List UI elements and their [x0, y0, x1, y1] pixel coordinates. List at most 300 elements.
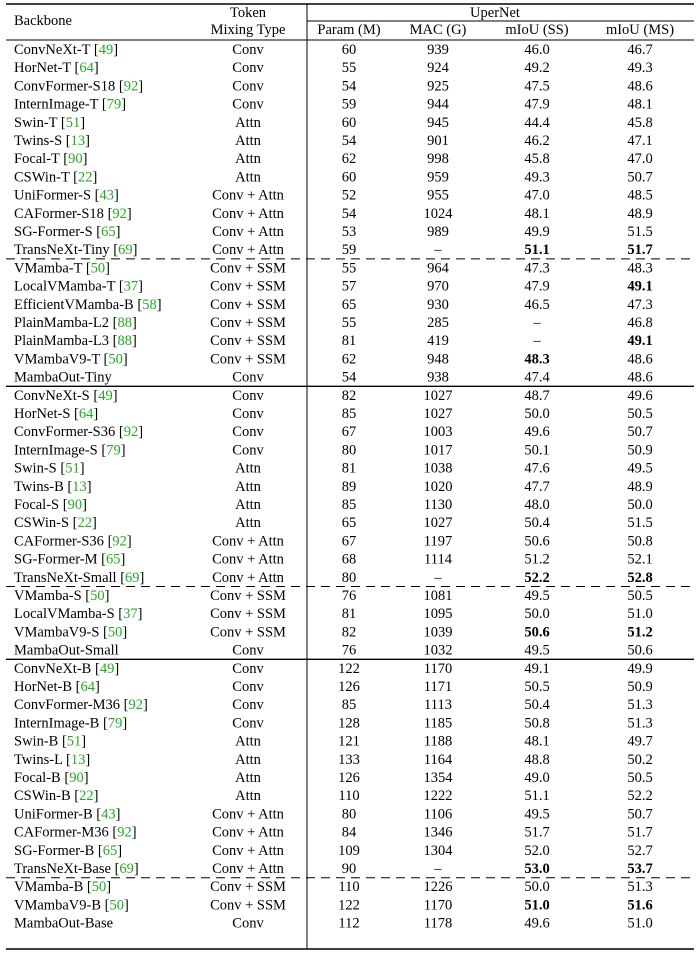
- param-cell: 62: [341, 351, 357, 368]
- model-name: ConvFormer-M36: [14, 697, 121, 714]
- backbone-name: [14, 169, 97, 185]
- citation-link[interactable]: 50: [90, 260, 106, 277]
- token-mixing-type: Conv + SSM: [210, 315, 286, 331]
- miou-ss-cell: 49.1: [524, 660, 550, 677]
- cite-bracket: ]: [120, 442, 126, 459]
- mac-cell: 1226: [423, 879, 453, 896]
- citation-link[interactable]: 13: [70, 751, 86, 768]
- backbone-name: [14, 188, 119, 204]
- cite-bracket: ]: [93, 60, 99, 77]
- param-cell: 62: [341, 151, 357, 168]
- citation-link[interactable]: 64: [79, 60, 94, 77]
- citation-link[interactable]: 37: [123, 278, 139, 295]
- cite-bracket: ]: [138, 78, 144, 95]
- cite-bracket: ]: [122, 624, 128, 641]
- citation-link[interactable]: 51: [66, 733, 82, 750]
- backbone-name: [14, 497, 87, 513]
- cite-bracket: [: [82, 260, 91, 277]
- miou-ms-cell: 45.8: [627, 114, 653, 131]
- miou-ss-cell: 46.2: [524, 133, 550, 149]
- miou-ms-cell: 46.7: [627, 42, 653, 58]
- cite-bracket: [: [116, 569, 126, 586]
- mac-cell: –: [434, 861, 442, 877]
- citation-link[interactable]: 92: [112, 533, 127, 550]
- citation-link[interactable]: 79: [107, 715, 123, 732]
- token-mixing-type: Conv + SSM: [210, 351, 286, 368]
- param-cell: 54: [341, 205, 357, 222]
- miou-ms-cell: 47.0: [627, 151, 653, 168]
- citation-link[interactable]: 92: [123, 78, 139, 95]
- citation-link[interactable]: 50: [107, 624, 123, 641]
- citation-link[interactable]: 65: [101, 224, 116, 240]
- header-mac: MAC (G): [409, 22, 467, 38]
- miou-ss-cell: 52.0: [524, 842, 550, 859]
- miou-ms-cell: 47.1: [627, 133, 653, 149]
- param-cell: 65: [341, 296, 357, 313]
- mac-cell: 1304: [423, 842, 453, 859]
- param-cell: 81: [341, 606, 357, 623]
- backbone-name: [14, 206, 132, 222]
- model-name: TransNeXt-Tiny: [14, 242, 110, 259]
- cite-bracket: [: [70, 406, 79, 422]
- param-cell: 57: [341, 278, 357, 295]
- mac-cell: 1222: [423, 788, 453, 805]
- citation-link[interactable]: 90: [69, 770, 84, 786]
- mac-cell: 924: [427, 60, 449, 77]
- token-mixing-type: Conv: [232, 697, 264, 714]
- param-cell: 109: [338, 842, 360, 859]
- miou-ms-cell: 50.7: [627, 806, 653, 823]
- model-name: MambaOut-Base: [14, 915, 114, 932]
- miou-ms-cell: 48.1: [627, 96, 653, 113]
- citation-link[interactable]: 88: [117, 333, 133, 350]
- table-row: [14, 515, 653, 531]
- cite-bracket: [: [70, 788, 80, 805]
- mac-cell: 419: [427, 333, 449, 350]
- param-cell: 60: [341, 42, 357, 58]
- citation-link[interactable]: 92: [128, 697, 144, 714]
- table-row: [14, 297, 653, 313]
- backbone-name: [14, 806, 120, 822]
- miou-ms-cell: 50.6: [627, 642, 653, 659]
- cite-bracket: [: [59, 497, 68, 513]
- cite-bracket: [: [108, 824, 118, 841]
- miou-ss-cell: 47.7: [524, 478, 550, 495]
- table-row: [14, 806, 653, 822]
- citation-link[interactable]: 49: [98, 42, 114, 58]
- citation-link[interactable]: 58: [142, 296, 157, 313]
- backbone-name: [14, 715, 127, 731]
- backbone-name: [14, 133, 90, 149]
- citation-link[interactable]: 92: [117, 824, 132, 841]
- cite-bracket: ]: [104, 588, 110, 604]
- mac-cell: 1171: [423, 679, 453, 695]
- table-row: [14, 916, 653, 932]
- cite-bracket: [: [103, 533, 113, 550]
- citation-link[interactable]: 88: [117, 315, 133, 331]
- param-cell: 133: [338, 751, 360, 768]
- token-mixing-type: Conv: [232, 387, 264, 404]
- table-row: [14, 861, 653, 877]
- mac-cell: 948: [427, 351, 449, 368]
- cite-bracket: ]: [92, 169, 98, 186]
- mac-cell: 925: [427, 78, 449, 95]
- param-cell: 60: [341, 114, 357, 131]
- cite-bracket: [: [120, 697, 129, 714]
- miou-ss-cell: 49.5: [524, 806, 550, 823]
- miou-ms-cell: 53.7: [627, 861, 653, 877]
- citation-link[interactable]: 90: [68, 151, 83, 168]
- table-row: [14, 643, 653, 659]
- table-row: [14, 679, 653, 695]
- token-mixing-type: Attn: [235, 114, 261, 131]
- mac-cell: 1032: [423, 642, 453, 659]
- backbone-name: [14, 442, 126, 458]
- mac-cell: 955: [427, 187, 449, 204]
- table-row: [14, 825, 653, 841]
- miou-ss-cell: 48.0: [524, 497, 550, 513]
- backbone-name: [14, 115, 85, 131]
- cite-bracket: [: [83, 879, 92, 896]
- cite-bracket: ]: [91, 515, 97, 532]
- mac-cell: 1106: [423, 806, 453, 823]
- model-name: VMambaV9-S: [14, 624, 100, 641]
- miou-ms-cell: 48.9: [627, 205, 653, 222]
- model-name: HorNet-T: [14, 60, 71, 77]
- token-mixing-type: Conv: [232, 660, 264, 677]
- param-cell: 59: [341, 242, 357, 259]
- miou-ms-cell: 48.5: [627, 187, 653, 204]
- model-name: SG-Former-S: [14, 224, 93, 240]
- header-miou-ms: mIoU (MS): [605, 22, 675, 38]
- table-row: [14, 624, 653, 640]
- cite-bracket: [: [110, 861, 120, 877]
- citation-link[interactable]: 64: [78, 406, 94, 422]
- citation-link[interactable]: 37: [123, 606, 138, 623]
- model-name: ConvNeXt-S: [14, 387, 90, 404]
- token-mixing-type: Attn: [235, 478, 261, 495]
- cite-bracket: ]: [132, 333, 137, 350]
- table-row: [14, 97, 653, 113]
- backbone-name: [14, 697, 148, 713]
- citation-link[interactable]: 22: [77, 515, 92, 532]
- cite-bracket: ]: [82, 151, 88, 168]
- miou-ss-cell: 53.0: [524, 861, 550, 877]
- miou-ss-cell: 47.0: [524, 187, 550, 204]
- model-name: VMambaV9-T: [14, 351, 100, 368]
- citation-link[interactable]: 51: [65, 460, 80, 477]
- citation-link[interactable]: 92: [112, 205, 127, 222]
- miou-ss-cell: 48.3: [524, 351, 550, 368]
- citation-link[interactable]: 22: [78, 169, 93, 186]
- param-cell: 82: [341, 387, 357, 404]
- miou-ss-cell: 51.7: [524, 824, 550, 841]
- citation-link[interactable]: 50: [90, 588, 105, 604]
- model-name: VMamba-S: [14, 588, 82, 604]
- mac-cell: 1185: [423, 715, 453, 732]
- mac-cell: 901: [427, 133, 449, 149]
- token-mixing-type: Conv: [232, 424, 264, 441]
- mac-cell: 930: [427, 296, 449, 313]
- backbone-name: [14, 843, 122, 859]
- token-mixing-type: Conv + Attn: [212, 242, 284, 259]
- model-name: TransNeXt-Base: [14, 861, 111, 877]
- model-name: CAFormer-M36: [14, 824, 109, 841]
- param-cell: 122: [338, 897, 360, 914]
- citation-link[interactable]: 51: [65, 114, 81, 131]
- cite-bracket: ]: [94, 679, 100, 695]
- miou-ss-cell: 49.0: [524, 770, 550, 786]
- mac-cell: 1027: [423, 515, 453, 532]
- miou-ms-cell: 48.6: [627, 78, 653, 95]
- model-name: VMamba-T: [14, 260, 83, 277]
- model-name: Swin-T: [14, 114, 58, 131]
- backbone-name: [14, 515, 97, 531]
- model-name: LocalVMamba-T: [14, 278, 116, 295]
- backbone-name: [14, 825, 137, 841]
- cite-bracket: ]: [86, 478, 92, 495]
- mac-cell: 1346: [423, 824, 453, 841]
- backbone-name: [14, 570, 144, 586]
- cite-bracket: ]: [120, 551, 126, 568]
- param-cell: 128: [338, 715, 360, 732]
- miou-ss-cell: –: [533, 315, 541, 331]
- cite-bracket: [: [89, 387, 99, 404]
- token-mixing-type: Attn: [235, 151, 261, 168]
- miou-ss-cell: 50.6: [524, 624, 550, 641]
- citation-link[interactable]: 79: [106, 442, 121, 459]
- model-name: MambaOut-Small: [14, 642, 119, 659]
- model-name: Focal-T: [14, 151, 60, 168]
- cite-bracket: [: [91, 187, 100, 204]
- miou-ms-cell: 51.5: [627, 515, 653, 532]
- citation-link[interactable]: 43: [101, 806, 116, 823]
- cite-bracket: [: [99, 351, 109, 368]
- cite-bracket: ]: [114, 660, 120, 677]
- token-mixing-type: Conv: [232, 369, 264, 386]
- backbone-name: [14, 879, 111, 895]
- cite-bracket: ]: [126, 533, 132, 550]
- citation-link[interactable]: 65: [105, 551, 121, 568]
- model-name: TransNeXt-Small: [14, 569, 117, 586]
- miou-ms-cell: 49.5: [627, 460, 653, 477]
- miou-ss-cell: 47.9: [524, 96, 550, 113]
- param-cell: 85: [341, 497, 357, 513]
- cite-bracket: [: [69, 515, 78, 532]
- param-cell: 80: [341, 442, 357, 459]
- cite-bracket: [: [90, 42, 99, 58]
- backbone-name: [14, 788, 98, 804]
- cite-bracket: [: [133, 296, 143, 313]
- backbone-name: [14, 370, 112, 386]
- miou-ss-cell: 48.1: [524, 205, 550, 222]
- miou-ss-cell: 49.5: [524, 588, 550, 604]
- cite-bracket: [: [109, 333, 118, 350]
- citation-link[interactable]: 69: [125, 569, 140, 586]
- table-row: [14, 479, 653, 495]
- cite-bracket: [: [92, 806, 102, 823]
- citation-link[interactable]: 79: [106, 96, 122, 113]
- backbone-name: [14, 752, 90, 768]
- table-row: [14, 42, 653, 58]
- backbone-name: [14, 661, 119, 677]
- miou-ms-cell: 51.6: [627, 897, 653, 914]
- miou-ms-cell: 51.0: [627, 606, 653, 623]
- param-cell: 55: [341, 315, 357, 331]
- table-row: [14, 588, 653, 604]
- citation-link[interactable]: 69: [118, 242, 133, 259]
- citation-link[interactable]: 43: [99, 187, 115, 204]
- cite-bracket: ]: [93, 788, 99, 805]
- param-cell: 110: [338, 788, 360, 805]
- table-row: [14, 497, 653, 513]
- backbone-name: [14, 552, 125, 568]
- citation-link[interactable]: 50: [109, 897, 124, 914]
- param-cell: 76: [341, 588, 357, 604]
- cite-bracket: [: [114, 606, 124, 623]
- token-mixing-type: Conv + SSM: [210, 333, 286, 350]
- miou-ss-cell: 47.4: [524, 369, 550, 386]
- cite-bracket: [: [115, 78, 124, 95]
- citation-link[interactable]: 49: [98, 387, 113, 404]
- miou-ms-cell: 50.2: [627, 751, 653, 768]
- cite-bracket: [: [97, 551, 106, 568]
- token-mixing-type: Conv + SSM: [210, 278, 286, 295]
- table-row: [14, 169, 653, 185]
- citation-link[interactable]: 90: [67, 497, 83, 513]
- header-param: Param (M): [317, 22, 381, 38]
- mac-cell: 1027: [423, 406, 453, 422]
- cite-bracket: ]: [117, 842, 123, 859]
- table-row: [14, 115, 653, 131]
- param-cell: 85: [341, 697, 357, 714]
- table-row: [14, 461, 653, 477]
- table-row: [14, 442, 653, 458]
- citation-link[interactable]: 22: [79, 788, 94, 805]
- token-mixing-type: Conv: [232, 60, 264, 77]
- token-mixing-type: Attn: [235, 169, 261, 186]
- backbone-name: [14, 606, 142, 622]
- cite-bracket: ]: [83, 770, 89, 786]
- mac-cell: –: [434, 569, 442, 586]
- mac-cell: 938: [427, 369, 449, 386]
- token-mixing-type: Attn: [235, 515, 261, 532]
- table-row: [14, 788, 653, 804]
- miou-ss-cell: 51.2: [524, 551, 550, 568]
- cite-bracket: [: [115, 278, 124, 295]
- citation-link[interactable]: 50: [108, 351, 123, 368]
- mac-cell: 1113: [424, 697, 452, 714]
- backbone-name: [14, 42, 118, 58]
- model-name: Focal-S: [14, 497, 60, 513]
- citation-link[interactable]: 49: [99, 660, 115, 677]
- token-mixing-type: Conv + SSM: [210, 879, 286, 896]
- citation-link[interactable]: 65: [102, 842, 118, 859]
- miou-ms-cell: 49.3: [627, 60, 653, 77]
- miou-ms-cell: 50.5: [627, 770, 653, 786]
- mac-cell: 1114: [424, 551, 452, 568]
- token-mixing-type: Conv + Attn: [212, 551, 284, 568]
- table-row: [14, 752, 653, 768]
- token-mixing-type: Conv + Attn: [212, 861, 284, 877]
- model-name: PlainMamba-L2: [14, 315, 110, 331]
- mac-cell: 1197: [423, 533, 453, 550]
- model-name: SG-Former-B: [14, 842, 95, 859]
- mac-cell: 1027: [423, 387, 453, 404]
- mac-cell: 1188: [423, 733, 453, 750]
- param-cell: 54: [341, 133, 357, 149]
- citation-link[interactable]: 64: [80, 679, 95, 695]
- model-name: CSWin-B: [14, 788, 71, 805]
- citation-link[interactable]: 69: [119, 861, 134, 877]
- citation-link[interactable]: 13: [72, 478, 87, 495]
- backbone-name: [14, 679, 100, 695]
- table-row: [14, 351, 653, 367]
- miou-ss-cell: 50.6: [524, 533, 550, 550]
- table-row: [14, 734, 653, 750]
- backbone-name: [14, 315, 137, 331]
- backbone-name: [14, 60, 99, 76]
- model-name: CSWin-S: [14, 515, 70, 532]
- miou-ss-cell: 51.1: [524, 788, 550, 805]
- mac-cell: 1017: [423, 442, 453, 459]
- token-mixing-type: Conv: [232, 915, 264, 932]
- token-mixing-type: Conv + Attn: [212, 806, 284, 823]
- cite-bracket: ]: [123, 897, 129, 914]
- cite-bracket: [: [63, 478, 73, 495]
- miou-ms-cell: 50.8: [627, 533, 653, 550]
- token-mixing-type: Conv: [232, 406, 264, 422]
- model-name: LocalVMamba-S: [14, 606, 115, 623]
- miou-ms-cell: 48.6: [627, 369, 653, 386]
- miou-ms-cell: 48.3: [627, 260, 653, 277]
- cite-bracket: [: [62, 751, 71, 768]
- miou-ss-cell: 51.0: [524, 897, 550, 914]
- backbone-name: [14, 297, 162, 313]
- mac-cell: 1178: [423, 915, 453, 932]
- model-name: InternImage-S: [14, 442, 98, 459]
- mac-cell: 944: [427, 96, 449, 113]
- cite-bracket: ]: [143, 697, 148, 714]
- table-row: [14, 424, 653, 440]
- citation-link[interactable]: 50: [91, 879, 107, 896]
- citation-link[interactable]: 92: [123, 424, 139, 441]
- miou-ss-cell: 50.8: [524, 715, 550, 732]
- citation-link[interactable]: 13: [70, 133, 86, 149]
- cite-bracket: ]: [80, 114, 86, 131]
- miou-ss-cell: 49.6: [524, 915, 550, 932]
- cite-bracket: ]: [132, 315, 137, 331]
- backbone-name: [14, 861, 139, 877]
- model-name: HorNet-S: [14, 406, 71, 422]
- cite-bracket: ]: [115, 224, 121, 240]
- model-name: ConvNeXt-B: [14, 660, 92, 677]
- miou-ms-cell: 50.0: [627, 497, 653, 513]
- table-row: [14, 242, 653, 258]
- cite-bracket: ]: [132, 242, 138, 259]
- miou-ss-cell: 50.0: [524, 606, 550, 623]
- param-cell: 126: [338, 679, 360, 695]
- miou-ss-cell: 50.4: [524, 515, 550, 532]
- cite-bracket: ]: [133, 861, 139, 877]
- model-name: Swin-S: [14, 460, 57, 477]
- cite-bracket: [: [57, 114, 66, 131]
- model-name: Swin-B: [14, 733, 59, 750]
- table-row: [14, 279, 653, 295]
- backbone-name: [14, 624, 127, 640]
- token-mixing-type: Conv + Attn: [212, 187, 284, 204]
- token-mixing-type: Conv + SSM: [210, 296, 286, 313]
